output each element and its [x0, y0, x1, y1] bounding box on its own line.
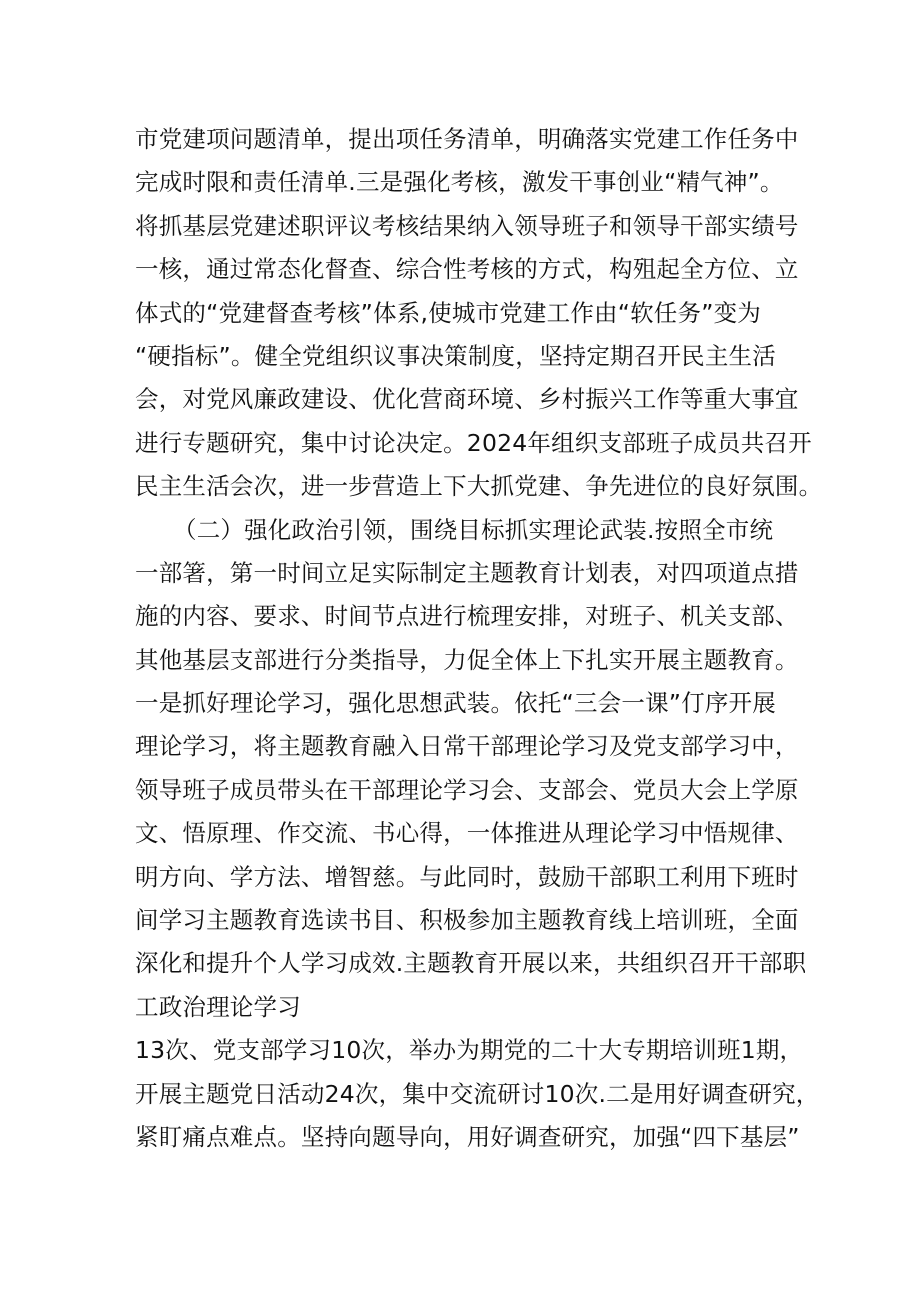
text-line: 其他基层支部进行分类指导，力促全体上下扎实开展主题教育。 [135, 645, 799, 674]
text-line: 工政治理论学习 [135, 992, 301, 1021]
text-line: 完成时限和责任清单.三是强化考核，激发干事创业“精气神”。 [135, 168, 784, 197]
text-line: 紧盯痛点难点。坚持向题导向，用好调查研究，加强“四下基层” [135, 1122, 800, 1151]
text-line: 将抓基层党建述职评议考核结果纳入领导班子和领导干部实绩号 [135, 211, 799, 240]
text-line: 明方向、学方法、增智慈。与此同时，鼓励干部职工利用下班时 [135, 862, 799, 891]
body-text [135, 118, 823, 1159]
text-line: 深化和提升个人学习成效.主题教育开展以来，共组织召开干部职 [135, 949, 807, 978]
text-line: 进行专题研究，集中讨论决定。2024年组织支部班子成员共召开 [135, 428, 812, 457]
text-line: 一部箸，第一时间立足实际制定主题教育计划表，对四项道点措 [135, 558, 799, 587]
text-line: 施的内容、要求、时间节点进行梳理安排，对班子、机关支部、 [135, 602, 799, 631]
text-line: 开展主题党日活动24次，集中交流研讨10次.二是用好调查研究， [135, 1079, 820, 1108]
text-line: 会，对党风廉政建设、优化营商环境、乡村振兴工作等重大事宜 [135, 385, 799, 414]
text-line: 文、悟原理、作交流、书心得，一体推进从理论学习中悟规律、 [135, 819, 799, 848]
text-line: 市党建项问题清单，提出项任务清单，明确落实党建工作任务中 [135, 125, 799, 153]
text-line: 间学习主题教育选读书目、积极参加主题教育线上培训班，全面 [135, 906, 799, 935]
text-line: 民主生活会次，进一步营造上下大抓党建、争先进位的良好氛围。 [135, 472, 823, 501]
section-heading-line: （二）强化政治引领，围绕目标抓实理论武装.按照全市统 [173, 515, 774, 544]
text-line: 13次、党支部学习10次，举办为期党的二十大专期培训班1期， [135, 1036, 804, 1065]
text-line: 一是抓好理论学习，强化思想武装。依托“三会一课”仃序开展 [135, 689, 776, 718]
text-line: “硬指标”。健全党组织议事决策制度，坚持定期召开民主生活 [135, 341, 776, 370]
text-line: 一核，通过常态化督查、综合性考核的方式，构殂起全方位、立 [135, 255, 799, 284]
text-line: 体式的“党建督查考核”体系,使城市党建工作由“软任务”变为 [135, 298, 761, 327]
text-line: 领导班子成员带头在干部理论学习会、支部会、党员大会上学原 [135, 775, 799, 804]
text-line: 理论学习，将主题教育融入日常干部理论学习及党支部学习中， [135, 732, 799, 761]
